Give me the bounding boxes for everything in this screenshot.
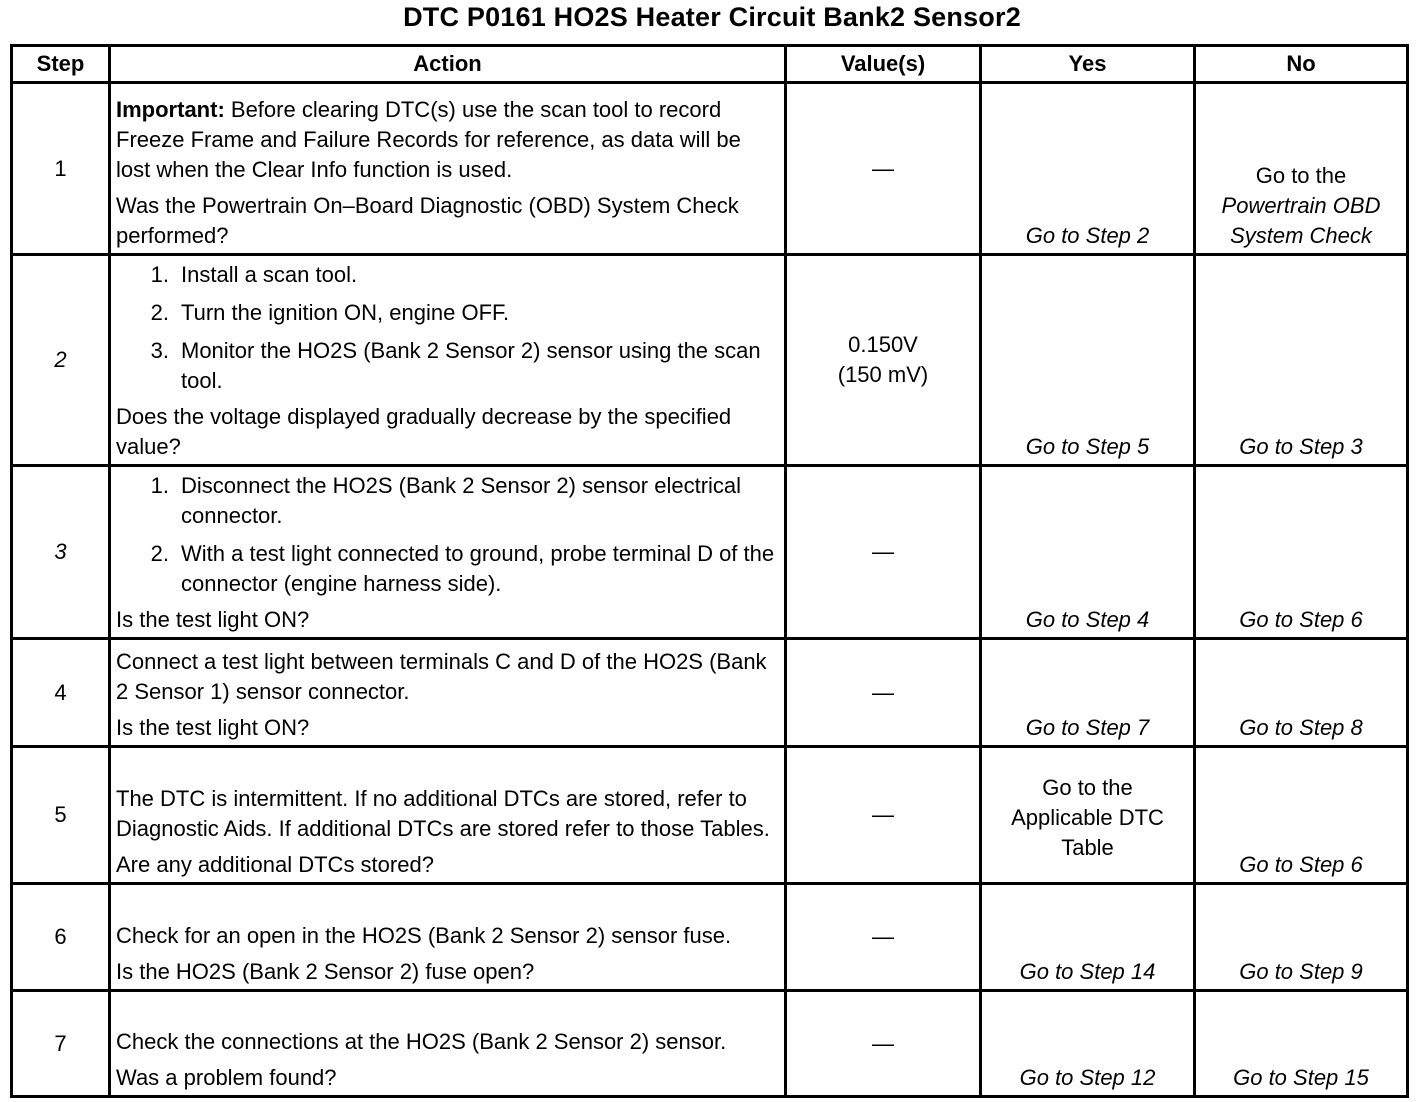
value-cell: — [786,991,981,1097]
table-row [12,83,1408,255]
table-row [12,991,1408,1097]
page-title: DTC P0161 HO2S Heater Circuit Bank2 Sensor2 [403,2,1021,32]
value-cell: — [786,466,981,639]
no-link[interactable]: Go to Step 8 [1195,639,1408,747]
action-cell [110,466,786,639]
action-question: Is the test light ON? [116,715,310,740]
no-link[interactable]: Go to Step 15 [1195,991,1408,1097]
yes-link[interactable]: Go to the Applicable DTC Table [981,747,1195,884]
step-number: 7 [12,991,110,1097]
action-question: Was a problem found? [116,1065,337,1090]
value-cell [786,255,981,466]
action-item: 1. Install a scan tool. [150,262,358,287]
step-number: 5 [12,747,110,884]
table-row [12,747,1408,884]
header-action: Action [110,46,786,83]
step-number: 3 [12,466,110,639]
step-number: 6 [12,884,110,991]
no-link[interactable]: Go to Step 6 [1195,747,1408,884]
action-question: Are any additional DTCs stored? [116,852,434,877]
action-question: Is the HO2S (Bank 2 Sensor 2) fuse open? [116,959,535,984]
action-question: Is the test light ON? [116,607,310,632]
table-row [12,884,1408,991]
no-link[interactable]: Go to Step 9 [1195,884,1408,991]
action-question: Does the voltage displayed gradually decrease by the specified value? [116,404,732,459]
yes-link[interactable]: Go to Step 5 [981,255,1195,466]
value-cell: — [786,884,981,991]
action-text: Check for an open in the HO2S (Bank 2 Sensor 2) sensor fuse. [116,923,732,948]
action-item: 3. Monitor the HO2S (Bank 2 Sensor 2) sensor using the scan tool. [150,338,761,393]
step-number: 1 [12,83,110,255]
diagnostic-table [10,44,1409,1098]
table-row [12,639,1408,747]
action-cell [110,639,786,747]
action-item: 2. Turn the ignition ON, engine OFF. [150,300,510,325]
action-item: 1. Disconnect the HO2S (Bank 2 Sensor 2) sensor electrical connector. [150,473,742,528]
value-cell: — [786,83,981,255]
yes-link[interactable]: Go to Step 2 [981,83,1195,255]
no-link-prefix: Go to the [1255,163,1347,188]
header-value: Value(s) [786,46,981,83]
action-cell [110,884,786,991]
action-question: Was the Powertrain On–Board Diagnostic (OBD) System Check performed? [116,193,739,248]
action-text: Connect a test light between terminals C and D of the HO2S (Bank 2 Sensor 1) sensor connector. [116,649,767,704]
value-millivolts: (150 mV) [837,362,929,387]
action-text: Check the connections at the HO2S (Bank 2 Sensor 2) sensor. [116,1029,727,1054]
no-link-target: Powertrain OBD System Check [1221,193,1381,248]
yes-link[interactable]: Go to Step 14 [981,884,1195,991]
action-text: The DTC is intermittent. If no additional DTCs are stored, refer to Diagnostic Aids. If additional DTCs are stored refer to those Tables. [116,786,770,841]
action-cell [110,747,786,884]
header-yes: Yes [981,46,1195,83]
step-number: 2 [12,255,110,466]
table-row [12,255,1408,466]
value-cell: — [786,747,981,884]
yes-link[interactable]: Go to Step 12 [981,991,1195,1097]
yes-link[interactable]: Go to Step 4 [981,466,1195,639]
value-voltage: 0.150V [848,332,918,357]
no-link[interactable] [1195,83,1408,255]
yes-link[interactable]: Go to Step 7 [981,639,1195,747]
header-no: No [1195,46,1408,83]
no-link[interactable]: Go to Step 3 [1195,255,1408,466]
header-row [12,46,1408,83]
important-label: Important: [116,97,225,122]
value-cell: — [786,639,981,747]
header-step: Step [12,46,110,83]
no-link[interactable]: Go to Step 6 [1195,466,1408,639]
action-cell [110,991,786,1097]
table-row [12,466,1408,639]
important-note [116,95,779,185]
action-cell [110,83,786,255]
action-item: 2. With a test light connected to ground, probe terminal D of the connector (engine harness side). [150,541,775,596]
action-cell [110,255,786,466]
important-text: Before clearing DTC(s) use the scan tool to record Freeze Frame and Failure Records for reference, as data will be lost when the Clear Info function is used. [116,97,741,182]
step-number: 4 [12,639,110,747]
